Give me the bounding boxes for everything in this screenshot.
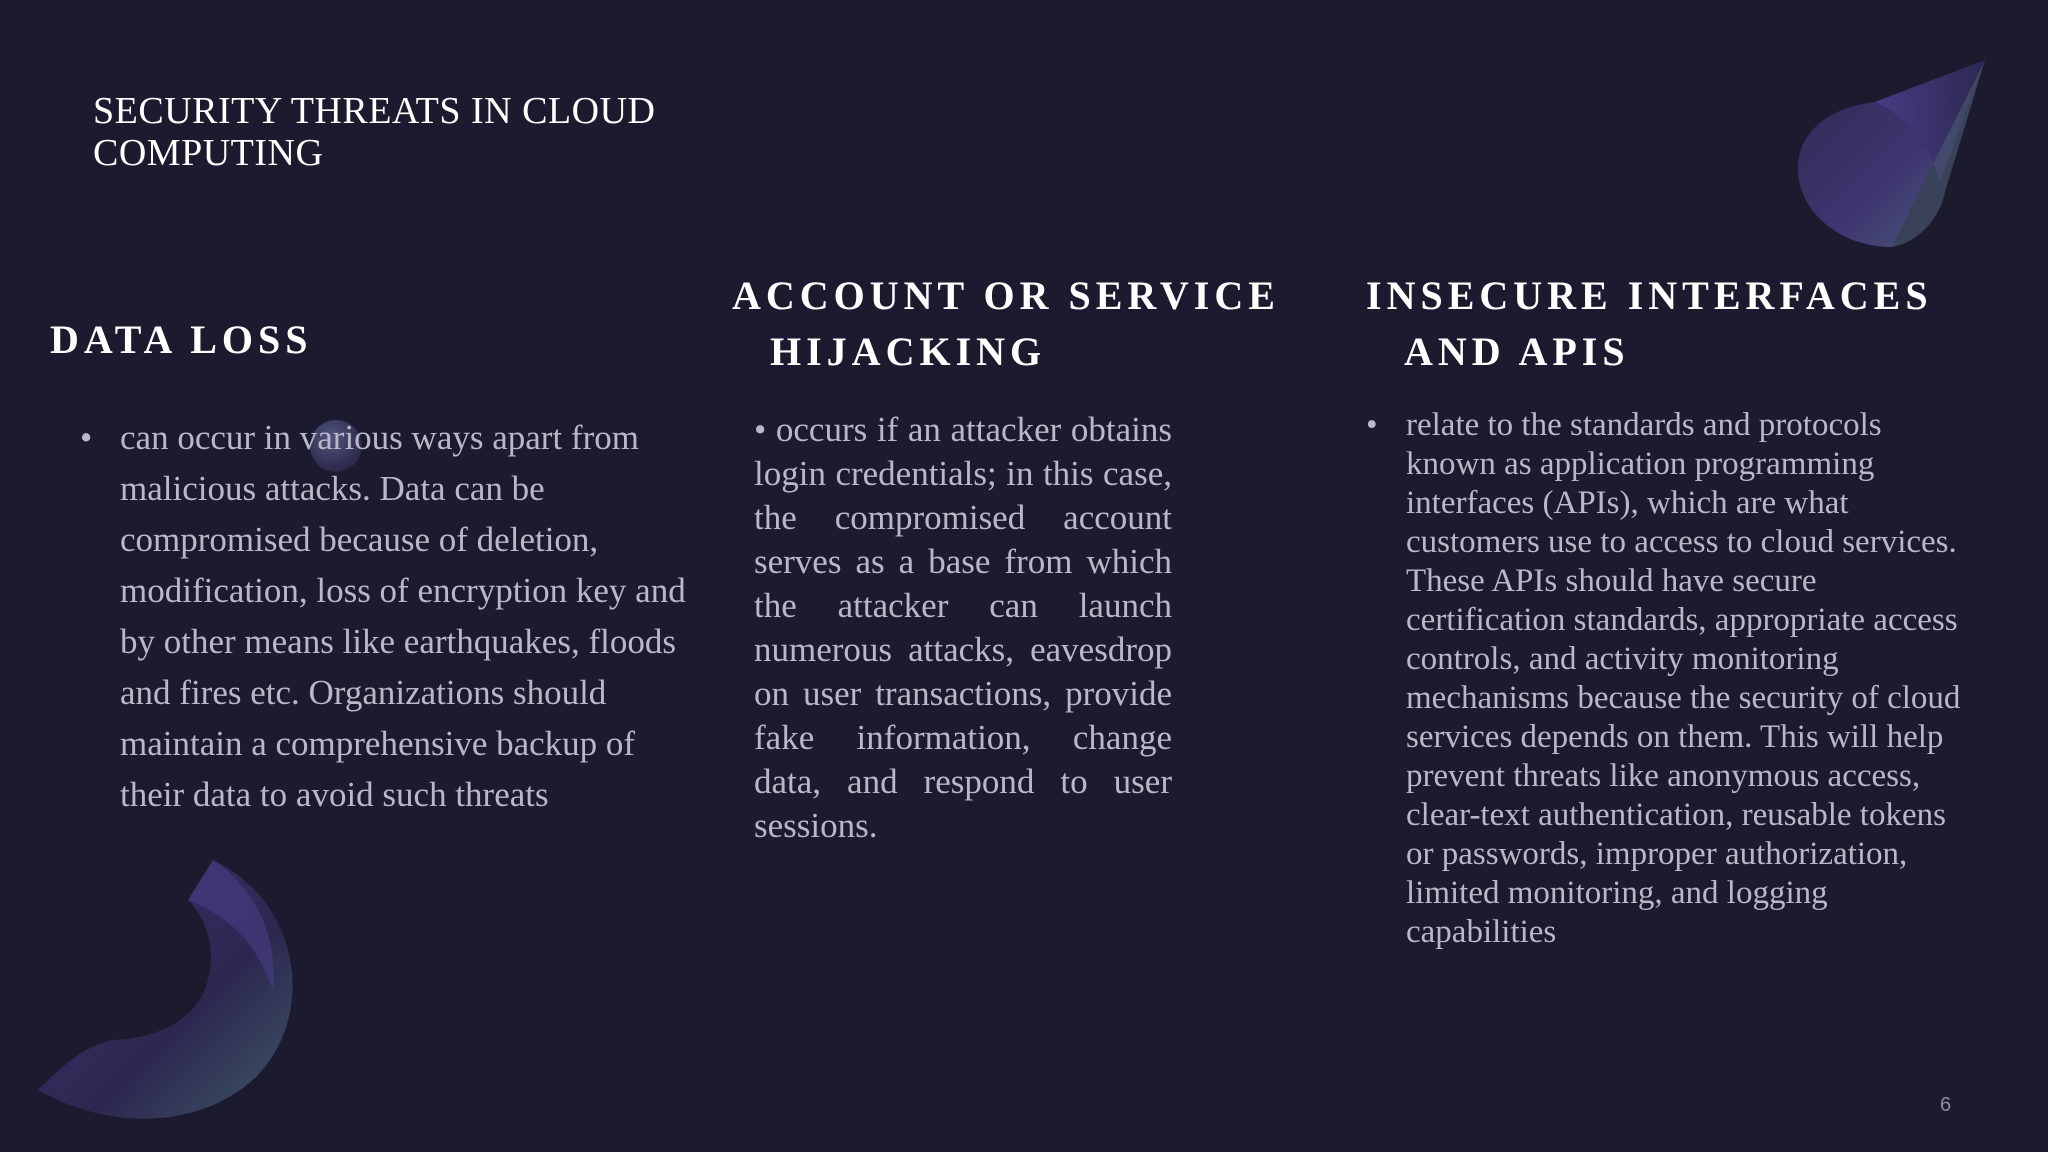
data-loss-body <box>80 412 690 820</box>
page-number: 6 <box>1940 1094 1952 1116</box>
cone-decoration <box>1780 52 2010 262</box>
account-hijacking-text: occurs if an attacker obtains login credentials; in this case, the compromised account serves as a base from which the attacker can launch numerous attacks, eavesdrop on user transactions, provide fake information, change data, and respond to user sessions. <box>754 410 1172 845</box>
bullet-icon: • <box>80 418 93 457</box>
data-loss-text: can occur in various ways apart from malicious attacks. Data can be compromised because of deletion, modification, loss of encryption key and by other means like earthquakes, floods and fires etc. Organizations should maintain a comprehensive backup of their data to avoid such threats <box>120 418 686 814</box>
arc-decoration <box>28 860 308 1130</box>
account-hijacking-body <box>754 408 1172 848</box>
data-loss-heading <box>50 312 312 368</box>
account-hijacking-heading <box>732 268 1280 380</box>
heading-line: AND APIS <box>1404 329 1630 374</box>
heading-line: DATA LOSS <box>50 317 313 362</box>
heading-line: HIJACKING <box>770 329 1047 374</box>
insecure-interfaces-body <box>1366 406 1976 952</box>
bullet-icon: • <box>754 410 767 449</box>
slide-title: SECURITY THREATS IN CLOUD COMPUTING <box>93 90 656 174</box>
insecure-interfaces-text: relate to the standards and protocols known as application programming interfaces (APIs), which are what customers use to access to cloud services. These APIs should have secure certification standards, appropriate access controls, and activity monitoring mechanisms because the security of cloud services depends on them. This will help prevent threats like anonymous access, clear-text authentication, reusable tokens or passwords, improper authorization, limited monitoring, and logging capabilities <box>1406 407 1961 950</box>
heading-line: ACCOUNT OR SERVICE <box>732 273 1280 318</box>
insecure-interfaces-heading <box>1366 268 1933 380</box>
bullet-icon: • <box>1366 407 1378 443</box>
heading-line: INSECURE INTERFACES <box>1366 273 1933 318</box>
